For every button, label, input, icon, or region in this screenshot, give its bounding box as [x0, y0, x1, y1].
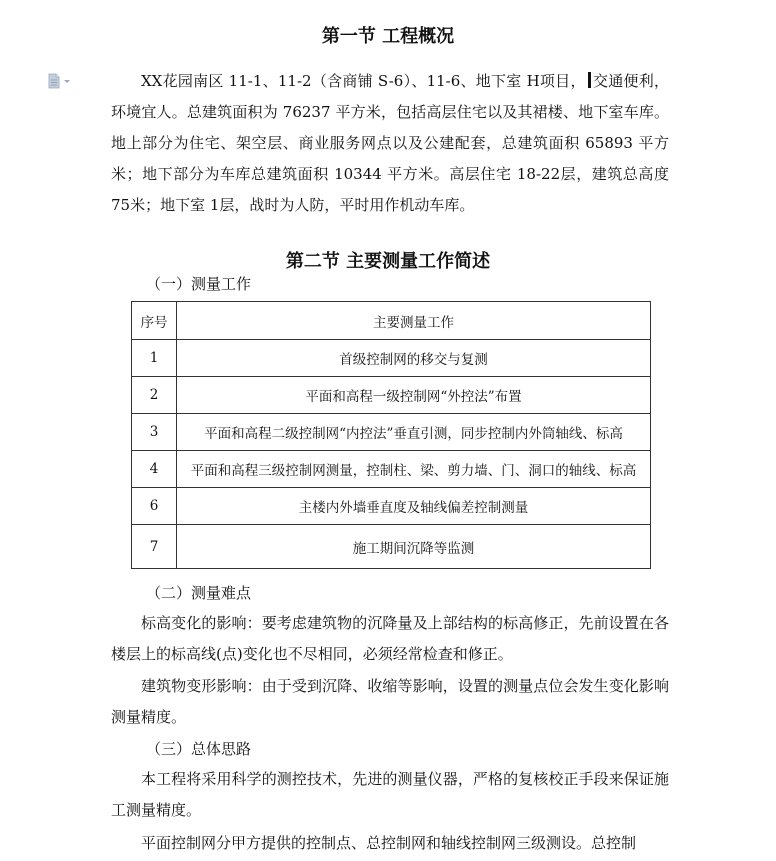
row-work: 平面和高程一级控制网“外控法”布置	[177, 377, 651, 414]
table-row	[132, 451, 651, 488]
subheading-difficulties: （二）测量难点	[146, 584, 252, 602]
approach-paragraph: 本工程将采用科学的测控技术，先进的测量仪器，严格的复核校正手段来保证施工测量精度。	[111, 770, 669, 819]
table-row	[132, 340, 651, 377]
table-row	[132, 488, 651, 525]
row-work: 首级控制网的移交与复测	[177, 340, 651, 377]
row-work: 施工期间沉降等监测	[177, 525, 651, 569]
header-work: 主要测量工作	[177, 302, 651, 340]
header-no: 序号	[132, 302, 177, 340]
subheading-survey-work: （一）测量工作	[146, 275, 252, 293]
row-no: 7	[132, 525, 177, 569]
section2-title: 第二节 主要测量工作简述	[285, 251, 491, 272]
overview-text-rest: 交通便利，环境宜人。总建筑面积为 76237 平方米，包括高层住宅以及其裙楼、地下室车库。地上部分为住宅、架空层、商业服务网点以及公建配套，总建筑面积 65893 平方米；地下部分为车库总建筑面积 10344 平方米。高层住宅 18-22层，建筑总高度 75米；地下室 1层，战时为人防，平时用作机动车库。	[111, 72, 669, 214]
difficulty-deformation-paragraph: 建筑物变形影响：由于受到沉降、收缩等影响，设置的测量点位会发生变化影响测量精度。	[111, 677, 669, 726]
table-header-row	[132, 302, 651, 340]
table-row	[132, 414, 651, 451]
row-no: 3	[132, 414, 177, 451]
subheading-approach: （三）总体思路	[146, 740, 252, 758]
row-work: 主楼内外墙垂直度及轴线偏差控制测量	[177, 488, 651, 525]
row-work: 平面和高程三级控制网测量，控制柱、梁、剪力墙、门、洞口的轴线、标高	[177, 451, 651, 488]
row-no: 2	[132, 377, 177, 414]
project-overview-paragraph	[111, 66, 669, 221]
control-network-paragraph: 平面控制网分甲方提供的控制点、总控制网和轴线控制网三级测设。总控制	[141, 834, 637, 852]
difficulty-elevation-paragraph: 标高变化的影响：要考虑建筑物的沉降量及上部结构的标高修正，先前设置在各楼层上的标高线(点)变化也不尽相同，必须经常检查和修正。	[111, 614, 669, 663]
survey-work-table	[131, 301, 651, 569]
table-row	[132, 377, 651, 414]
section1-title: 第一节 工程概况	[321, 26, 455, 47]
text-cursor	[588, 72, 591, 88]
document-icon[interactable]	[48, 73, 74, 89]
row-no: 6	[132, 488, 177, 525]
row-no: 1	[132, 340, 177, 377]
table-row	[132, 525, 651, 569]
overview-text-start: XX花园南区 11-1、11-2（含商铺 S-6）、11-6、地下室 H项目，	[141, 72, 586, 90]
row-no: 4	[132, 451, 177, 488]
row-work: 平面和高程二级控制网“内控法”垂直引测，同步控制内外筒轴线、标高	[177, 414, 651, 451]
